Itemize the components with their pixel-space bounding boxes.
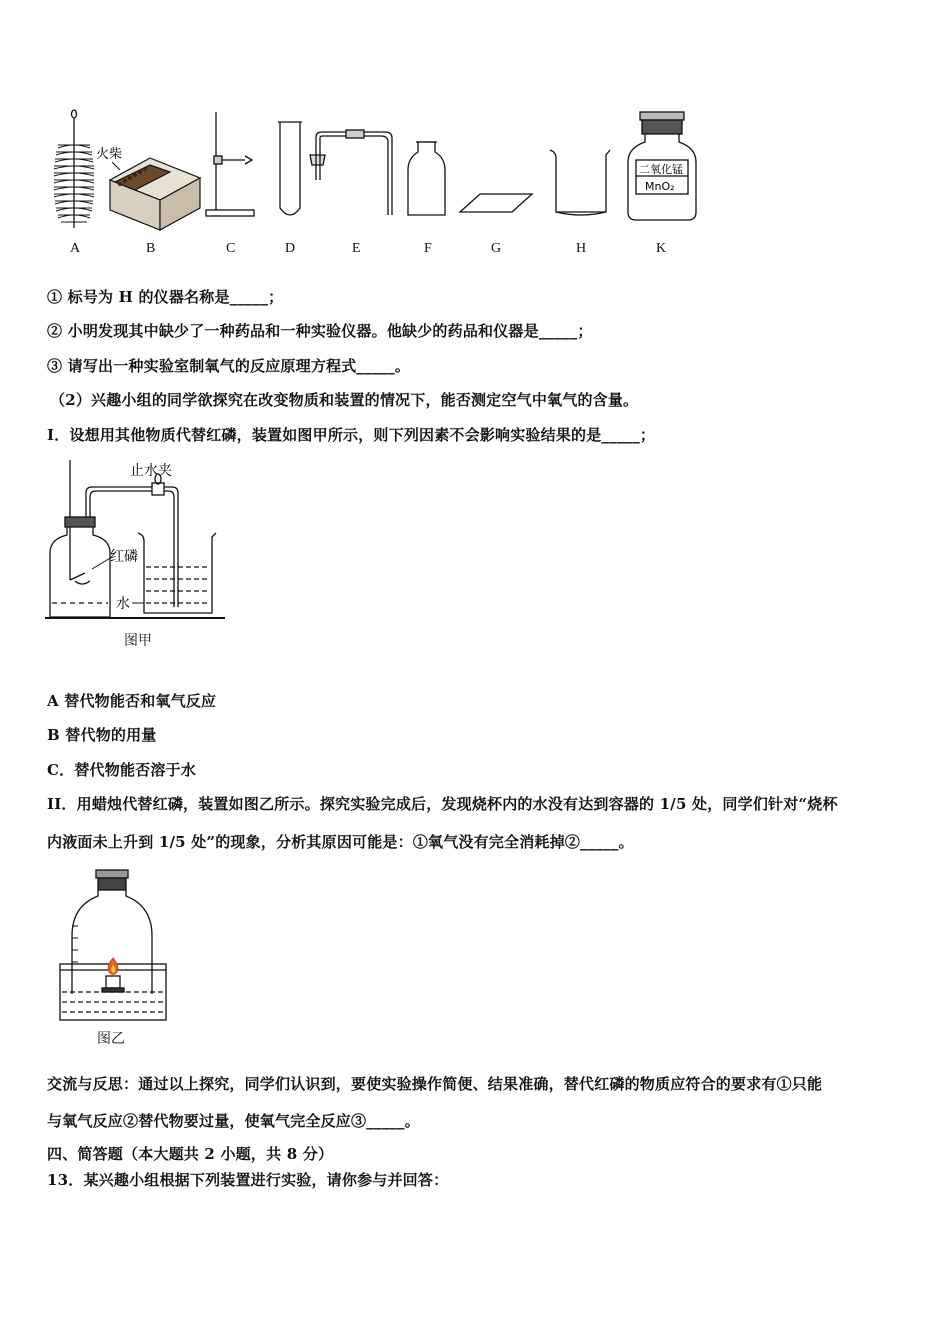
label-h: H (576, 241, 587, 256)
test-tube-icon (278, 122, 302, 215)
clamp-label: 止水夹 (130, 463, 172, 479)
candle-flame-icon (108, 958, 118, 975)
part-ii-line-2: 内液面未上升到 1/5 处”的现象，分析其原因可能是：①氧气没有完全消耗掉②_____。 (47, 833, 634, 851)
label-f: F (424, 241, 432, 256)
equipment-figure (40, 100, 720, 265)
label-k: K (656, 241, 667, 256)
label-e: E (352, 241, 361, 256)
label-d: D (285, 241, 296, 256)
label-g: G (491, 241, 502, 256)
option-a: A 替代物能否和氧气反应 (47, 692, 217, 710)
figure-yi-caption: 图乙 (97, 1031, 125, 1047)
bottle-label-name: 二氧化锰 (639, 163, 683, 176)
option-b: B 替代物的用量 (47, 726, 157, 744)
iron-stand-icon (206, 112, 254, 216)
figure-jia (40, 455, 240, 655)
matchbox-icon (110, 158, 200, 230)
test-tube-brush-icon (54, 110, 94, 228)
beaker-icon (550, 150, 610, 215)
question-3: ③ 请写出一种实验室制氧气的反应原理方程式_____。 (47, 357, 411, 375)
label-b: B (146, 241, 156, 256)
glass-plate-icon (460, 194, 532, 212)
option-c: C．替代物能否溶于水 (47, 761, 196, 779)
stopper-with-tube-icon (310, 130, 392, 215)
water-label: 水 (116, 596, 130, 612)
match-label: 火柴 (96, 147, 123, 162)
figure-jia-caption: 图甲 (124, 633, 152, 649)
reflection-line-2: 与氧气反应②替代物要过量，使氧气完全反应③_____。 (47, 1112, 420, 1130)
question-2: ② 小明发现其中缺少了一种药品和一种实验仪器。他缺少的药品和仪器是_____； (47, 322, 593, 340)
question-13: 13．某兴趣小组根据下列装置进行实验，请你参与并回答： (47, 1171, 449, 1189)
part-ii-line-1: II．用蜡烛代替红磷，装置如图乙所示。探究实验完成后，发现烧杯内的水没有达到容器的 1/5 处，同学们针对“烧杯 (47, 795, 838, 813)
figure-yi (52, 866, 177, 1026)
part-i-question: I．设想用其他物质代替红磷，装置如图甲所示，则下列因素不会影响实验结果的是_____； (47, 426, 656, 444)
reflection-line-1: 交流与反思：通过以上探究，同学们认识到，要使实验操作简便、结果准确，替代红磷的物质应符合的要求有①只能 (47, 1075, 823, 1093)
label-a: A (70, 241, 81, 256)
gas-collecting-bottle-icon (408, 142, 445, 215)
phosphorus-label: 红磷 (110, 549, 138, 565)
bottle-label-formula: MnO₂ (645, 180, 675, 193)
part-2-intro: （2）兴趣小组的同学欲探究在改变物质和装置的情况下，能否测定空气中氧气的含量。 (50, 391, 639, 409)
question-1: ① 标号为 H 的仪器名称是_____； (47, 288, 284, 306)
label-c: C (226, 241, 236, 256)
section-4-heading: 四、简答题（本大题共 2 小题，共 8 分） (47, 1145, 334, 1163)
